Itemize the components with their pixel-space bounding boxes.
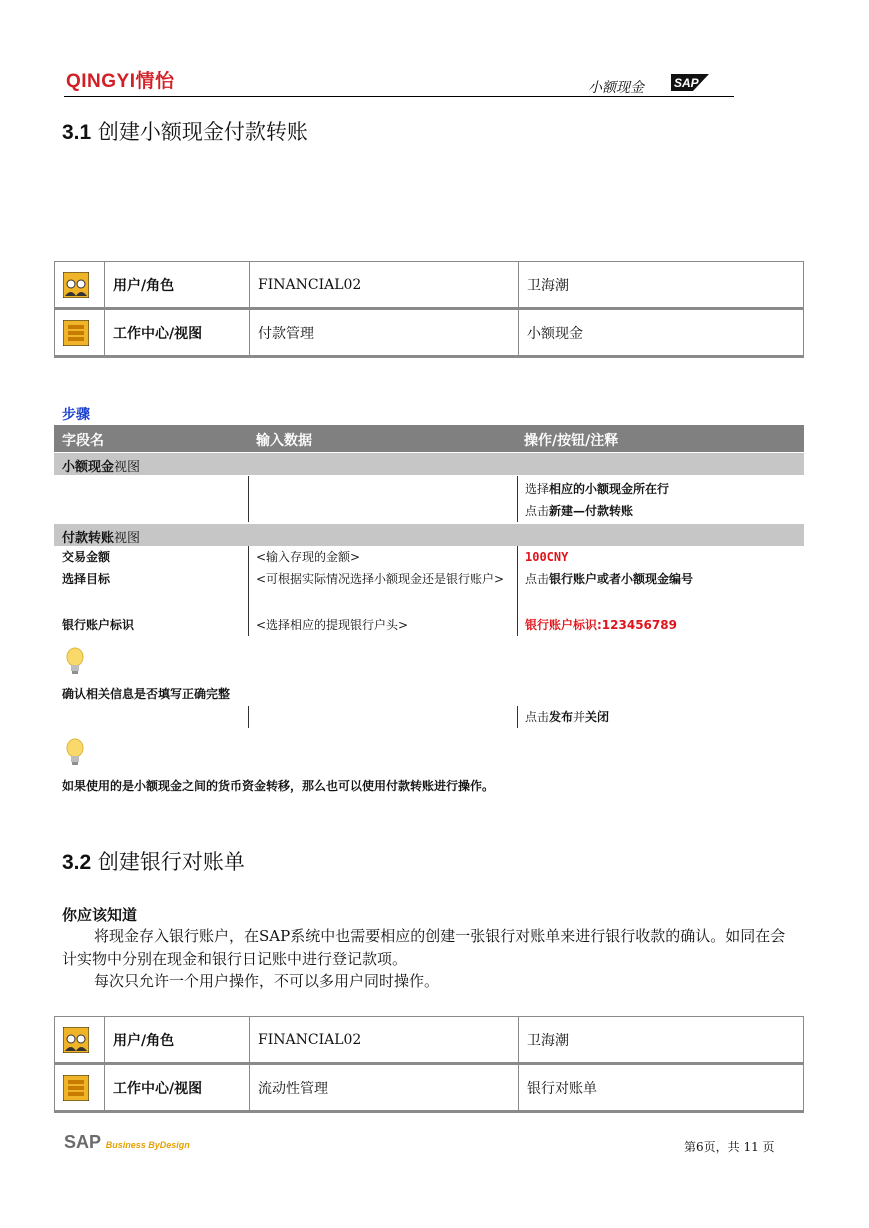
header-title: 小额现金 — [588, 80, 644, 96]
paragraph: 将现金存入银行账户，在SAP系统中也需要相应的创建一张银行对账单来进行银行收款的确认。如同在会计实物中分别在现金和银行日记账中进行登记款项。 — [62, 927, 786, 968]
sap-bydesign-logo: SAP Business ByDesign — [64, 1132, 190, 1152]
action-value: 银行账户标识:123456789 — [525, 618, 677, 632]
know-title: 你应该知道 — [62, 906, 138, 924]
table-row: 工作中心/视图 付款管理 小额现金 — [55, 309, 804, 357]
input-data: <选择相应的提现银行户头> — [256, 618, 409, 632]
role-table-1 — [54, 261, 804, 358]
tip-note: 如果使用的是小额现金之间的货币资金转移，那么也可以使用付款转账进行操作。 — [62, 779, 495, 793]
input-data: <可根据实际情况选择小额现金还是银行账户> — [256, 572, 505, 586]
table-row: 用户/角色 FINANCIAL02 卫海潮 — [55, 262, 804, 309]
column-divider — [248, 546, 249, 636]
table-row: 工作中心/视图 流动性管理 银行对账单 — [55, 1064, 804, 1112]
steps-header: 字段名 输入数据 操作/按钮/注释 — [54, 425, 804, 452]
lightbulb-icon — [64, 646, 86, 676]
field-name: 选择目标 — [62, 572, 111, 586]
header-divider — [64, 96, 734, 97]
page-number: 第6页，共 11 页 — [684, 1140, 775, 1154]
input-data: <输入存现的金额> — [256, 550, 361, 564]
step-action: 点击银行账户或者小额现金编号 — [525, 572, 694, 586]
user-role-icon — [63, 1027, 89, 1053]
lightbulb-icon — [64, 737, 86, 767]
action-value: 100CNY — [525, 550, 569, 564]
tip-note: 确认相关信息是否填写正确完整 — [62, 687, 231, 701]
field-name: 交易金额 — [62, 550, 111, 564]
column-divider — [517, 476, 518, 522]
column-divider — [248, 706, 249, 728]
table-row: 用户/角色 FINANCIAL02 卫海潮 — [55, 1017, 804, 1064]
section-title-3-2: 3.2 创建银行对账单 — [62, 850, 245, 874]
qingyi-logo: QINGYI情怡 — [66, 71, 175, 92]
column-divider — [517, 546, 518, 636]
view-band-payment-transfer: 付款转账视图 — [54, 524, 804, 546]
view-band-petty-cash: 小额现金视图 — [54, 453, 804, 475]
column-divider — [248, 476, 249, 522]
section-title-3-1: 3.1 创建小额现金付款转账 — [62, 120, 308, 144]
svg-text:SAP: SAP — [674, 76, 699, 90]
work-center-icon — [63, 1075, 89, 1101]
paragraph: 每次只允许一个用户操作，不可以多用户同时操作。 — [94, 972, 440, 990]
step-action: 点击新建—付款转账 — [525, 504, 634, 518]
user-role-icon — [63, 272, 89, 298]
work-center-icon — [63, 320, 89, 346]
steps-label: 步骤 — [62, 407, 90, 423]
field-name: 银行账户标识 — [62, 618, 135, 632]
step-action: 点击发布并关闭 — [525, 710, 610, 724]
role-table-2 — [54, 1016, 804, 1113]
sap-logo-icon — [671, 74, 709, 91]
step-action: 选择相应的小额现金所在行 — [525, 482, 670, 496]
column-divider — [517, 706, 518, 728]
